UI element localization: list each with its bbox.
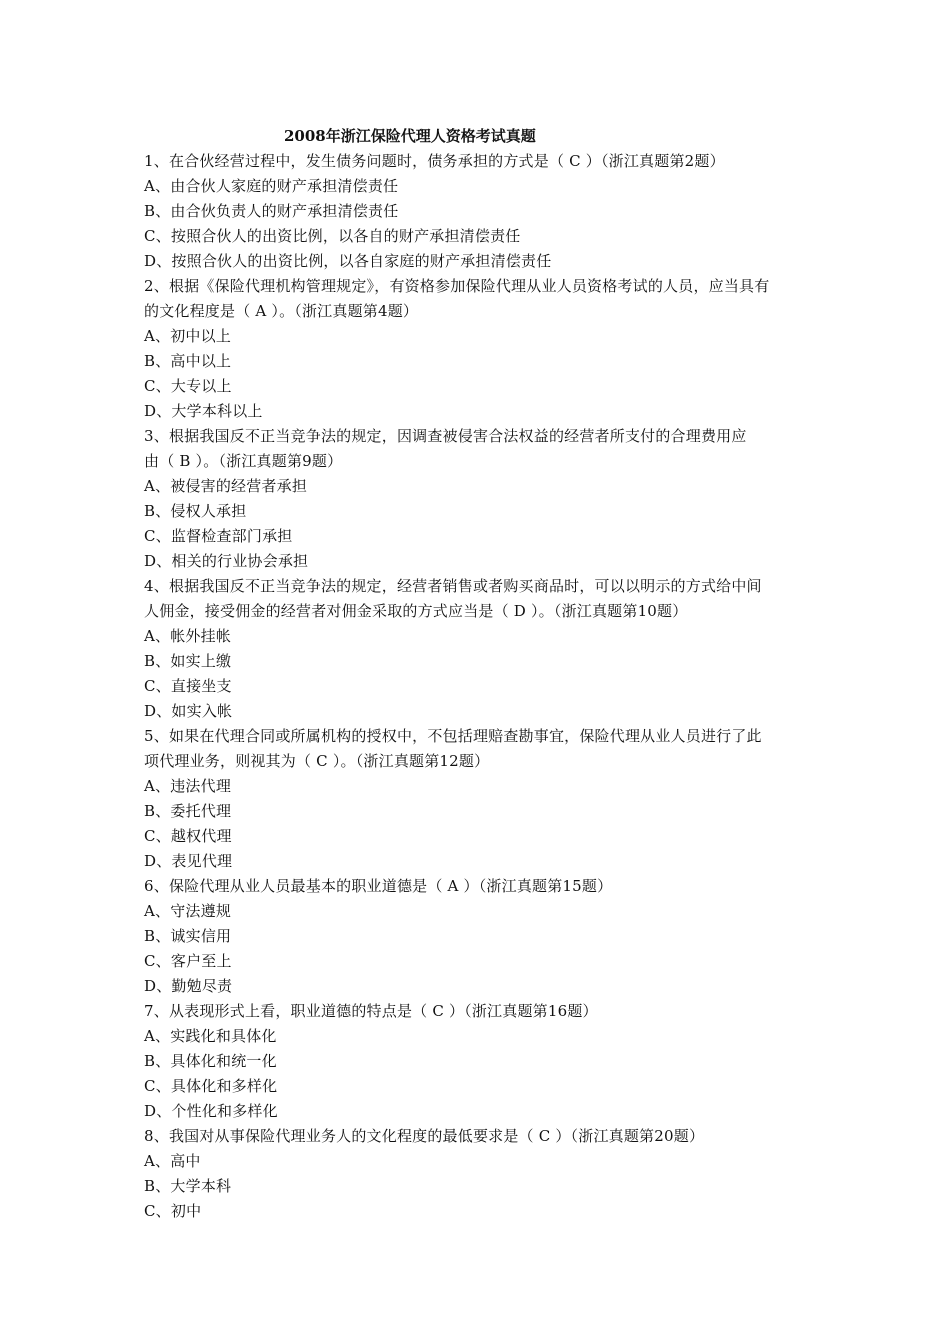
q5-option-c: C、越权代理 [144, 827, 232, 845]
question-8: 8、我国对从事保险代理业务人的文化程度的最低要求是（ C ）（浙江真题第20题） [144, 1127, 705, 1145]
q3-option-d: D、相关的行业协会承担 [144, 552, 309, 570]
q2-option-d: D、大学本科以上 [144, 402, 263, 420]
question-2: 2、根据《保险代理机构管理规定》，有资格参加保险代理从业人员资格考试的人员，应当具有 [144, 277, 770, 295]
q4-option-b: B、如实上缴 [144, 652, 232, 670]
document-body [144, 124, 810, 1224]
q1-option-c: C、按照合伙人的出资比例，以各自的财产承担清偿责任 [144, 227, 521, 245]
q8-option-c: C、初中 [144, 1202, 202, 1220]
q4-option-c: C、直接坐支 [144, 677, 232, 695]
q6-option-d: D、勤勉尽责 [144, 977, 233, 995]
q6-option-c: C、客户至上 [144, 952, 232, 970]
document-title: 2008年浙江保险代理人资格考试真题 [284, 127, 536, 145]
question-6: 6、保险代理从业人员最基本的职业道德是（ A ）（浙江真题第15题） [144, 877, 613, 895]
q5-option-d: D、表见代理 [144, 852, 233, 870]
question-2-cont: 的文化程度是（ A ）。（浙江真题第4题） [144, 302, 419, 320]
q3-option-a: A、被侵害的经营者承担 [144, 477, 308, 495]
question-3-cont: 由（ B ）。（浙江真题第9题） [144, 452, 343, 470]
q7-option-d: D、个性化和多样化 [144, 1102, 278, 1120]
question-1: 1、在合伙经营过程中，发生债务问题时，债务承担的方式是（ C ）（浙江真题第2题） [144, 152, 725, 170]
q7-option-c: C、具体化和多样化 [144, 1077, 278, 1095]
q2-option-b: B、高中以上 [144, 352, 232, 370]
q6-option-a: A、守法遵规 [144, 902, 232, 920]
question-4-cont: 人佣金，接受佣金的经营者对佣金采取的方式应当是（ D ）。（浙江真题第10题） [144, 602, 688, 620]
q2-option-c: C、大专以上 [144, 377, 232, 395]
q7-option-a: A、实践化和具体化 [144, 1027, 277, 1045]
q4-option-a: A、帐外挂帐 [144, 627, 232, 645]
q1-option-d: D、按照合伙人的出资比例，以各自家庭的财产承担清偿责任 [144, 252, 552, 270]
q4-option-d: D、如实入帐 [144, 702, 233, 720]
q2-option-a: A、初中以上 [144, 327, 232, 345]
q8-option-a: A、高中 [144, 1152, 201, 1170]
question-5: 5、如果在代理合同或所属机构的授权中，不包括理赔查勘事宜，保险代理从业人员进行了此 [144, 727, 762, 745]
q5-option-b: B、委托代理 [144, 802, 232, 820]
q8-option-b: B、大学本科 [144, 1177, 232, 1195]
q5-option-a: A、违法代理 [144, 777, 232, 795]
q3-option-c: C、监督检查部门承担 [144, 527, 293, 545]
question-5-cont: 项代理业务，则视其为（ C ）。（浙江真题第12题） [144, 752, 490, 770]
q3-option-b: B、侵权人承担 [144, 502, 247, 520]
question-3: 3、根据我国反不正当竞争法的规定，因调查被侵害合法权益的经营者所支付的合理费用应 [144, 427, 747, 445]
q7-option-b: B、具体化和统一化 [144, 1052, 277, 1070]
q1-option-b: B、由合伙负责人的财产承担清偿责任 [144, 202, 399, 220]
q1-option-a: A、由合伙人家庭的财产承担清偿责任 [144, 177, 399, 195]
question-4: 4、根据我国反不正当竞争法的规定，经营者销售或者购买商品时，可以以明示的方式给中间 [144, 577, 762, 595]
q6-option-b: B、诚实信用 [144, 927, 232, 945]
question-7: 7、从表现形式上看，职业道德的特点是（ C ）（浙江真题第16题） [144, 1002, 598, 1020]
